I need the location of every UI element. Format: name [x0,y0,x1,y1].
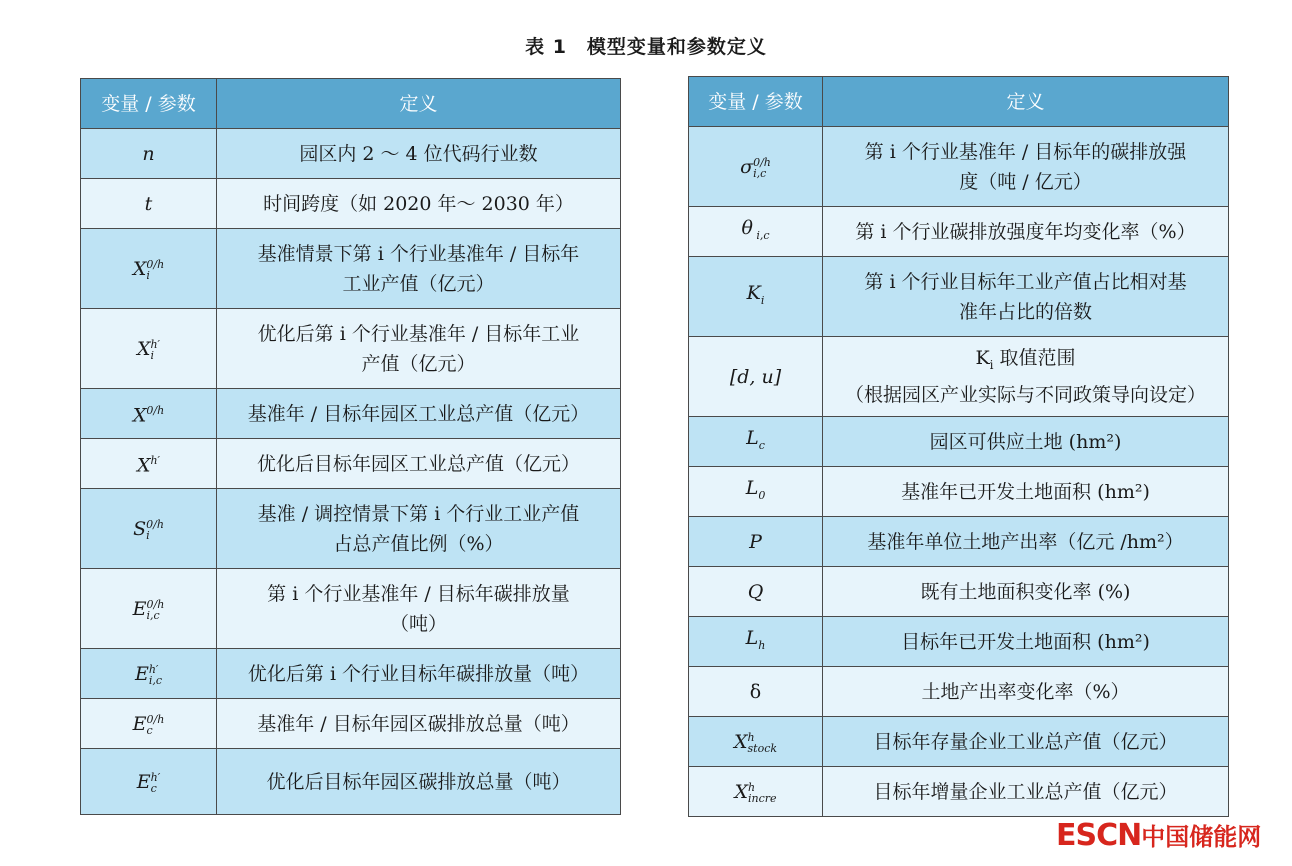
var-cell: n [81,129,217,179]
def-cell: 优化后第 i 个行业基准年 / 目标年工业 产值（亿元） [217,309,621,389]
table-row [81,229,621,309]
def-cell: 第 i 个行业碳排放强度年均变化率（%） [823,207,1229,257]
def-cell: $K_i$ 取值范围 （根据园区产业实际与不同政策导向设定） [823,337,1229,417]
table-row [81,749,621,815]
var-cell: S 0/h i [81,489,217,569]
var-cell: P [689,517,823,567]
def-cell: 时间跨度（如 2020 年～ 2030 年） [217,179,621,229]
table-row [81,309,621,389]
def-cell: 基准年 / 目标年园区碳排放总量（吨） [217,699,621,749]
def-cell: 既有土地面积变化率 (%) [823,567,1229,617]
var-cell: E h′ i,c [81,649,217,699]
var-cell: σ 0/h i,c [689,127,823,207]
table-row [81,489,621,569]
table-row [689,517,1229,567]
var-cell: X h incre [689,767,823,817]
table-row [689,567,1229,617]
var-cell: X h′ i [81,309,217,389]
def-cell: 基准情景下第 i 个行业基准年 / 目标年 工业产值（亿元） [217,229,621,309]
var-cell: [d, u] [689,337,823,417]
def-cell: 园区内 2 ～ 4 位代码行业数 [217,129,621,179]
var-cell: θ $_{i,c}$ [689,207,823,257]
table-row [689,127,1229,207]
header-var: 变量 / 参数 [689,77,823,127]
var-cell: E 0/h c [81,699,217,749]
table-row [81,179,621,229]
table-row [689,617,1229,667]
def-cell: 基准年 / 目标年园区工业总产值（亿元） [217,389,621,439]
left-table [80,78,621,815]
var-cell: $X^{h'}$ [81,439,217,489]
var-cell: $K_i$ [689,257,823,337]
def-cell: 目标年存量企业工业总产值（亿元） [823,717,1229,767]
right-table [688,76,1229,817]
var-cell: t [81,179,217,229]
escn-logo: ESCN中国储能网 [1056,818,1262,853]
table-row [81,439,621,489]
var-cell: E 0/h i,c [81,569,217,649]
def-cell: 第 i 个行业目标年工业产值占比相对基 准年占比的倍数 [823,257,1229,337]
table-row [81,699,621,749]
table-row [689,207,1229,257]
def-cell: 第 i 个行业基准年 / 目标年的碳排放强 度（吨 / 亿元） [823,127,1229,207]
def-cell: 第 i 个行业基准年 / 目标年碳排放量 （吨） [217,569,621,649]
table-row [689,417,1229,467]
var-cell: $X^{0/h}$ [81,389,217,439]
def-cell: 目标年增量企业工业总产值（亿元） [823,767,1229,817]
var-cell: $L_c$ [689,417,823,467]
def-cell: 基准年已开发土地面积 (hm²) [823,467,1229,517]
table-row [81,649,621,699]
table-row [689,717,1229,767]
table-row [689,257,1229,337]
def-cell: 优化后目标年园区工业总产值（亿元） [217,439,621,489]
table-row [689,767,1229,817]
var-cell: Q [689,567,823,617]
var-cell: E h′ c [81,749,217,815]
table-row [689,467,1229,517]
def-cell: 园区可供应土地 (hm²) [823,417,1229,467]
var-cell: $L_0$ [689,467,823,517]
def-cell: 土地产出率变化率（%） [823,667,1229,717]
def-cell: 优化后第 i 个行业目标年碳排放量（吨） [217,649,621,699]
table-title: 表 1 模型变量和参数定义 [525,36,767,58]
var-cell: δ [689,667,823,717]
def-cell: 基准 / 调控情景下第 i 个行业工业产值 占总产值比例（%） [217,489,621,569]
table-row [689,337,1229,417]
table-row [81,569,621,649]
table-row [81,389,621,439]
table-row [81,129,621,179]
def-cell: 基准年单位土地产出率（亿元 /hm²） [823,517,1229,567]
header-def: 定义 [823,77,1229,127]
var-cell: $L_h$ [689,617,823,667]
header-var: 变量 / 参数 [81,79,217,129]
var-cell: X 0/h i [81,229,217,309]
var-cell: X h stock [689,717,823,767]
table-row [689,667,1229,717]
def-cell: 目标年已开发土地面积 (hm²) [823,617,1229,667]
def-cell: 优化后目标年园区碳排放总量（吨） [217,749,621,815]
header-def: 定义 [217,79,621,129]
